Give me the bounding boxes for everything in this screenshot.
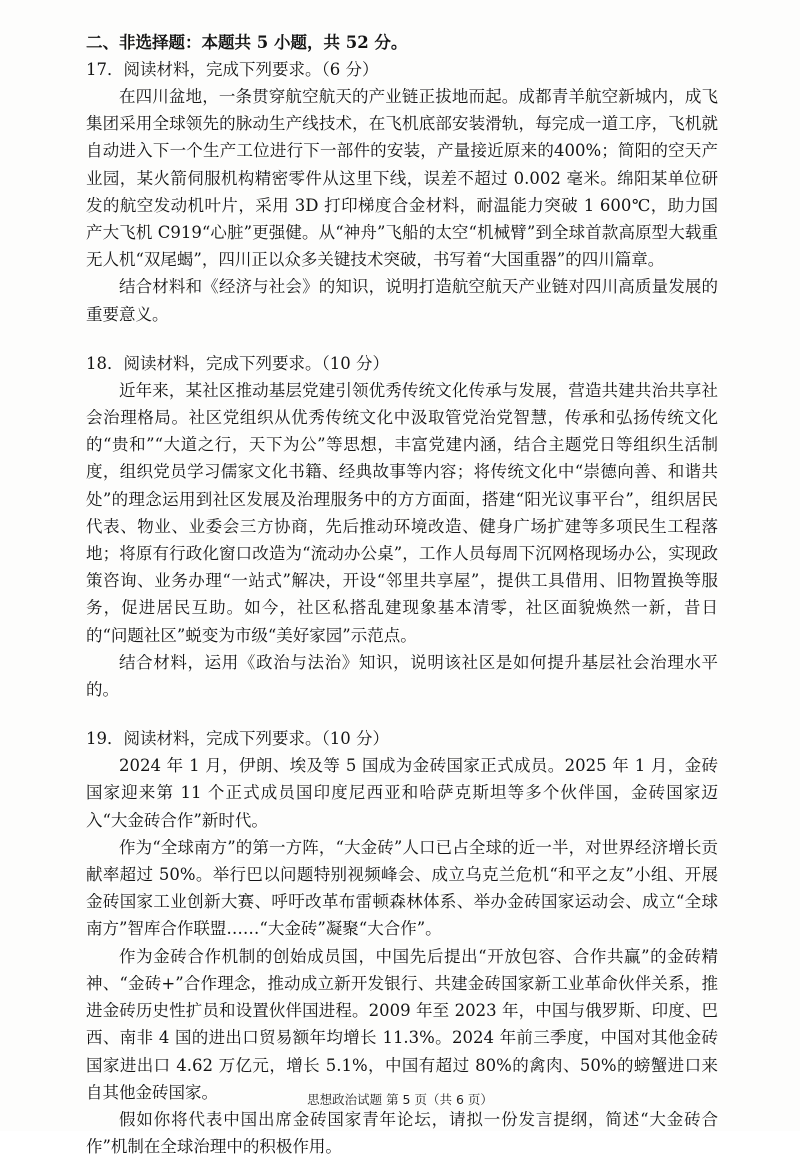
material-paragraph: 作为金砖合作机制的创始成员国，中国先后提出“开放包容、合作共赢”的金砖精神、“金砖+”合作理念，推动成立新开发银行、共建金砖国家新工业革命伙伴关系，推进金砖历史性扩员和设置伙伴国进程。2009 年至 2023 年，中国与俄罗斯、印度、巴西、南非 4 国的进出口贸易额年均增长 11.3%。2024 年前三季度，中国对其他金砖国家进出口 4.62 万亿元，增长 5.1%，中国有超过 80%的禽肉、50%的螃蟹进口来自其他金砖国家。 xyxy=(86,946,718,1102)
material-paragraph: 2024 年 1 月，伊朗、埃及等 5 国成为金砖国家正式成员。2025 年 1 月，金砖国家迎来第 11 个正式成员国印度尼西亚和哈萨克斯坦等多个伙伴国，金砖国家迈入“大金砖合作”新时代。 xyxy=(86,756,718,830)
question-title: 17．阅读材料，完成下列要求。（6 分） xyxy=(86,60,379,79)
question-17 xyxy=(86,56,718,328)
question-prompt: 假如你将代表中国出席金砖国家青年论坛，请拟一份发言提纲，简述“大金砖合作”机制在全球治理中的积极作用。 xyxy=(86,1109,718,1157)
page-content xyxy=(86,30,718,1160)
question-prompt: 结合材料，运用《政治与法治》知识，说明该社区是如何提升基层社会治理水平的。 xyxy=(86,652,718,700)
section-header: 二、非选择题：本题共 5 小题，共 52 分。 xyxy=(86,33,408,52)
question-title: 18．阅读材料，完成下列要求。（10 分） xyxy=(86,353,389,373)
material-paragraph: 作为“全球南方”的第一方阵，“大金砖”人口已占全球的近一半，对世界经济增长贡献率超过 50%。举行巴以问题特别视频峰会、成立乌克兰危机“和平之友”小组、开展金砖国家工业创新大赛、呼吁改革布雷顿森林体系、举办金砖国家运动会、成立“全球南方”智库合作联盟……“大金砖”凝聚“大合作”。 xyxy=(86,837,718,939)
question-18 xyxy=(86,350,718,703)
question-title: 19．阅读材料，完成下列要求。（10 分） xyxy=(86,729,389,749)
material-paragraph: 在四川盆地，一条贯穿航空航天的产业链正拔地而起。成都青羊航空新城内，成飞集团采用全球领先的脉动生产线技术，在飞机底部安装滑轨，每完成一道工序，飞机就自动进入下一个生产工位进行下一部件的安装，产量接近原来的400%；简阳的空天产业园，某火箭伺服机构精密零件从这里下线，误差不超过 0.002 毫米。绵阳某单位研发的航空发动机叶片，采用 3D 打印梯度合金材料，耐温能力突破 1 600℃，助力国产大飞机 C919“心脏”更强健。从“神舟”飞船的太空“机械臂”到全球首款高原型大载重无人机“双尾蝎”，四川正以众多关键技术突破，书写着“大国重器”的四川篇章。 xyxy=(86,87,718,270)
question-prompt: 结合材料和《经济与社会》的知识，说明打造航空航天产业链对四川高质量发展的重要意义。 xyxy=(86,277,718,324)
page-footer: 思想政治试题 第 5 页（共 6 页） xyxy=(307,1092,493,1107)
material-paragraph: 近年来，某社区推动基层党建引领优秀传统文化传承与发展，营造共建共治共享社会治理格局。社区党组织从优秀传统文化中汲取管党治党智慧，传承和弘扬传统文化的“贵和”“大道之行，天下为公”等思想，丰富党建内涵，结合主题党日等组织生活制度，组织党员学习儒家文化书籍、经典故事等内容；将传统文化中“崇德向善、和谐共处”的理念运用到社区发展及治理服务中的方方面面，搭建“阳光议事平台”，组织居民代表、物业、业委会三方协商，先后推动环境改造、健身广场扩建等多项民生工程落地；将原有行政化窗口改造为“流动办公桌”，工作人员每周下沉网格现场办公，实现政策咨询、业务办理“一站式”解决，开设“邻里共享屋”，提供工具借用、旧物置换等服务，促进居民互助。如今，社区私搭乱建现象基本清零，社区面貌焕然一新，昔日的“问题社区”蜕变为市级“美好家园”示范点。 xyxy=(86,380,718,645)
